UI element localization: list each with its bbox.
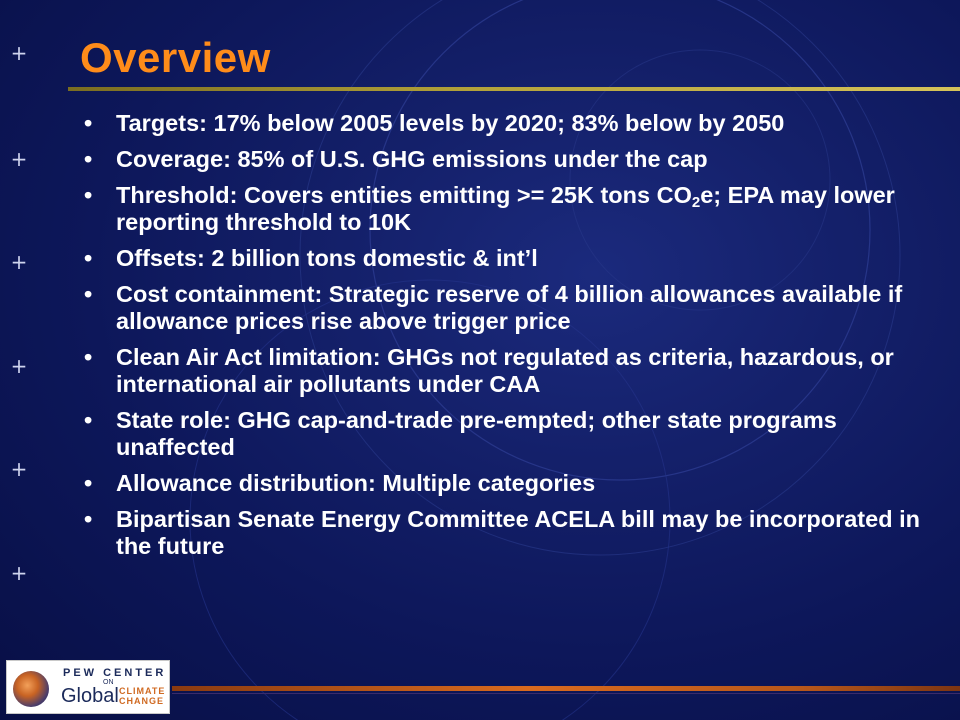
bullet-text: State role: GHG cap-and-trade pre-empted; other state programs unaffected (116, 407, 837, 460)
bullet-icon: • (84, 110, 93, 136)
bullet-item (82, 110, 942, 137)
bullet-text: e; EPA may lower reporting threshold to 10K (116, 182, 895, 235)
logo-text-on: ON (103, 679, 114, 686)
bullet-item (82, 281, 942, 335)
bullet-item (82, 407, 942, 461)
bullet-icon: • (84, 344, 93, 370)
logo-text-pew-center: PEW CENTER (63, 667, 167, 679)
globe-icon (13, 671, 49, 707)
slide-title: Overview (80, 34, 271, 81)
logo-text-climate: CLIMATE (119, 686, 166, 696)
plus-icon: + (10, 561, 28, 585)
bullet-icon: • (84, 146, 93, 172)
bullet-item (82, 146, 942, 173)
plus-icon: + (10, 457, 28, 481)
bullet-icon: • (84, 281, 93, 307)
bullet-text: Targets: 17% below 2005 levels by 2020; 83% below by 2050 (116, 110, 785, 136)
bullet-icon: • (84, 182, 93, 208)
bullet-text: Clean Air Act limitation: GHGs not regulated as criteria, hazardous, or international air pollutants under CAA (116, 344, 894, 397)
footer-rule (172, 686, 960, 691)
bullet-text: Bipartisan Senate Energy Committee ACELA bill may be incorporated in the future (116, 506, 920, 559)
logo-text-global: Global (61, 685, 119, 707)
plus-icon: + (10, 250, 28, 274)
bullet-item (82, 182, 942, 236)
bullet-text: Allowance distribution: Multiple categories (116, 470, 596, 496)
bullet-text: Threshold: Covers entities emitting >= 25K tons CO (116, 182, 692, 208)
title-underline (68, 87, 960, 91)
plus-icon: + (10, 354, 28, 378)
bullet-icon: • (84, 506, 93, 532)
bullet-text: Offsets: 2 billion tons domestic & int’l (116, 245, 538, 271)
bullet-item (82, 245, 942, 272)
bullet-text: Coverage: 85% of U.S. GHG emissions under the cap (116, 146, 708, 172)
logo-text-climate-change (119, 686, 167, 706)
bullet-list (82, 110, 942, 569)
bullet-icon: • (84, 245, 93, 271)
bullet-item (82, 344, 942, 398)
bullet-item (82, 470, 942, 497)
bullet-item (82, 506, 942, 560)
logo-text-change: CHANGE (119, 696, 165, 706)
plus-icon: + (10, 41, 28, 65)
subscript: 2 (691, 194, 701, 211)
bullet-text: Cost containment: Strategic reserve of 4 billion allowances available if allowance prices rise above trigger price (116, 281, 903, 334)
pew-center-logo (6, 660, 170, 714)
footer-rule-line (172, 693, 960, 694)
plus-icon: + (10, 147, 28, 171)
bullet-icon: • (84, 470, 93, 496)
bullet-icon: • (84, 407, 93, 433)
